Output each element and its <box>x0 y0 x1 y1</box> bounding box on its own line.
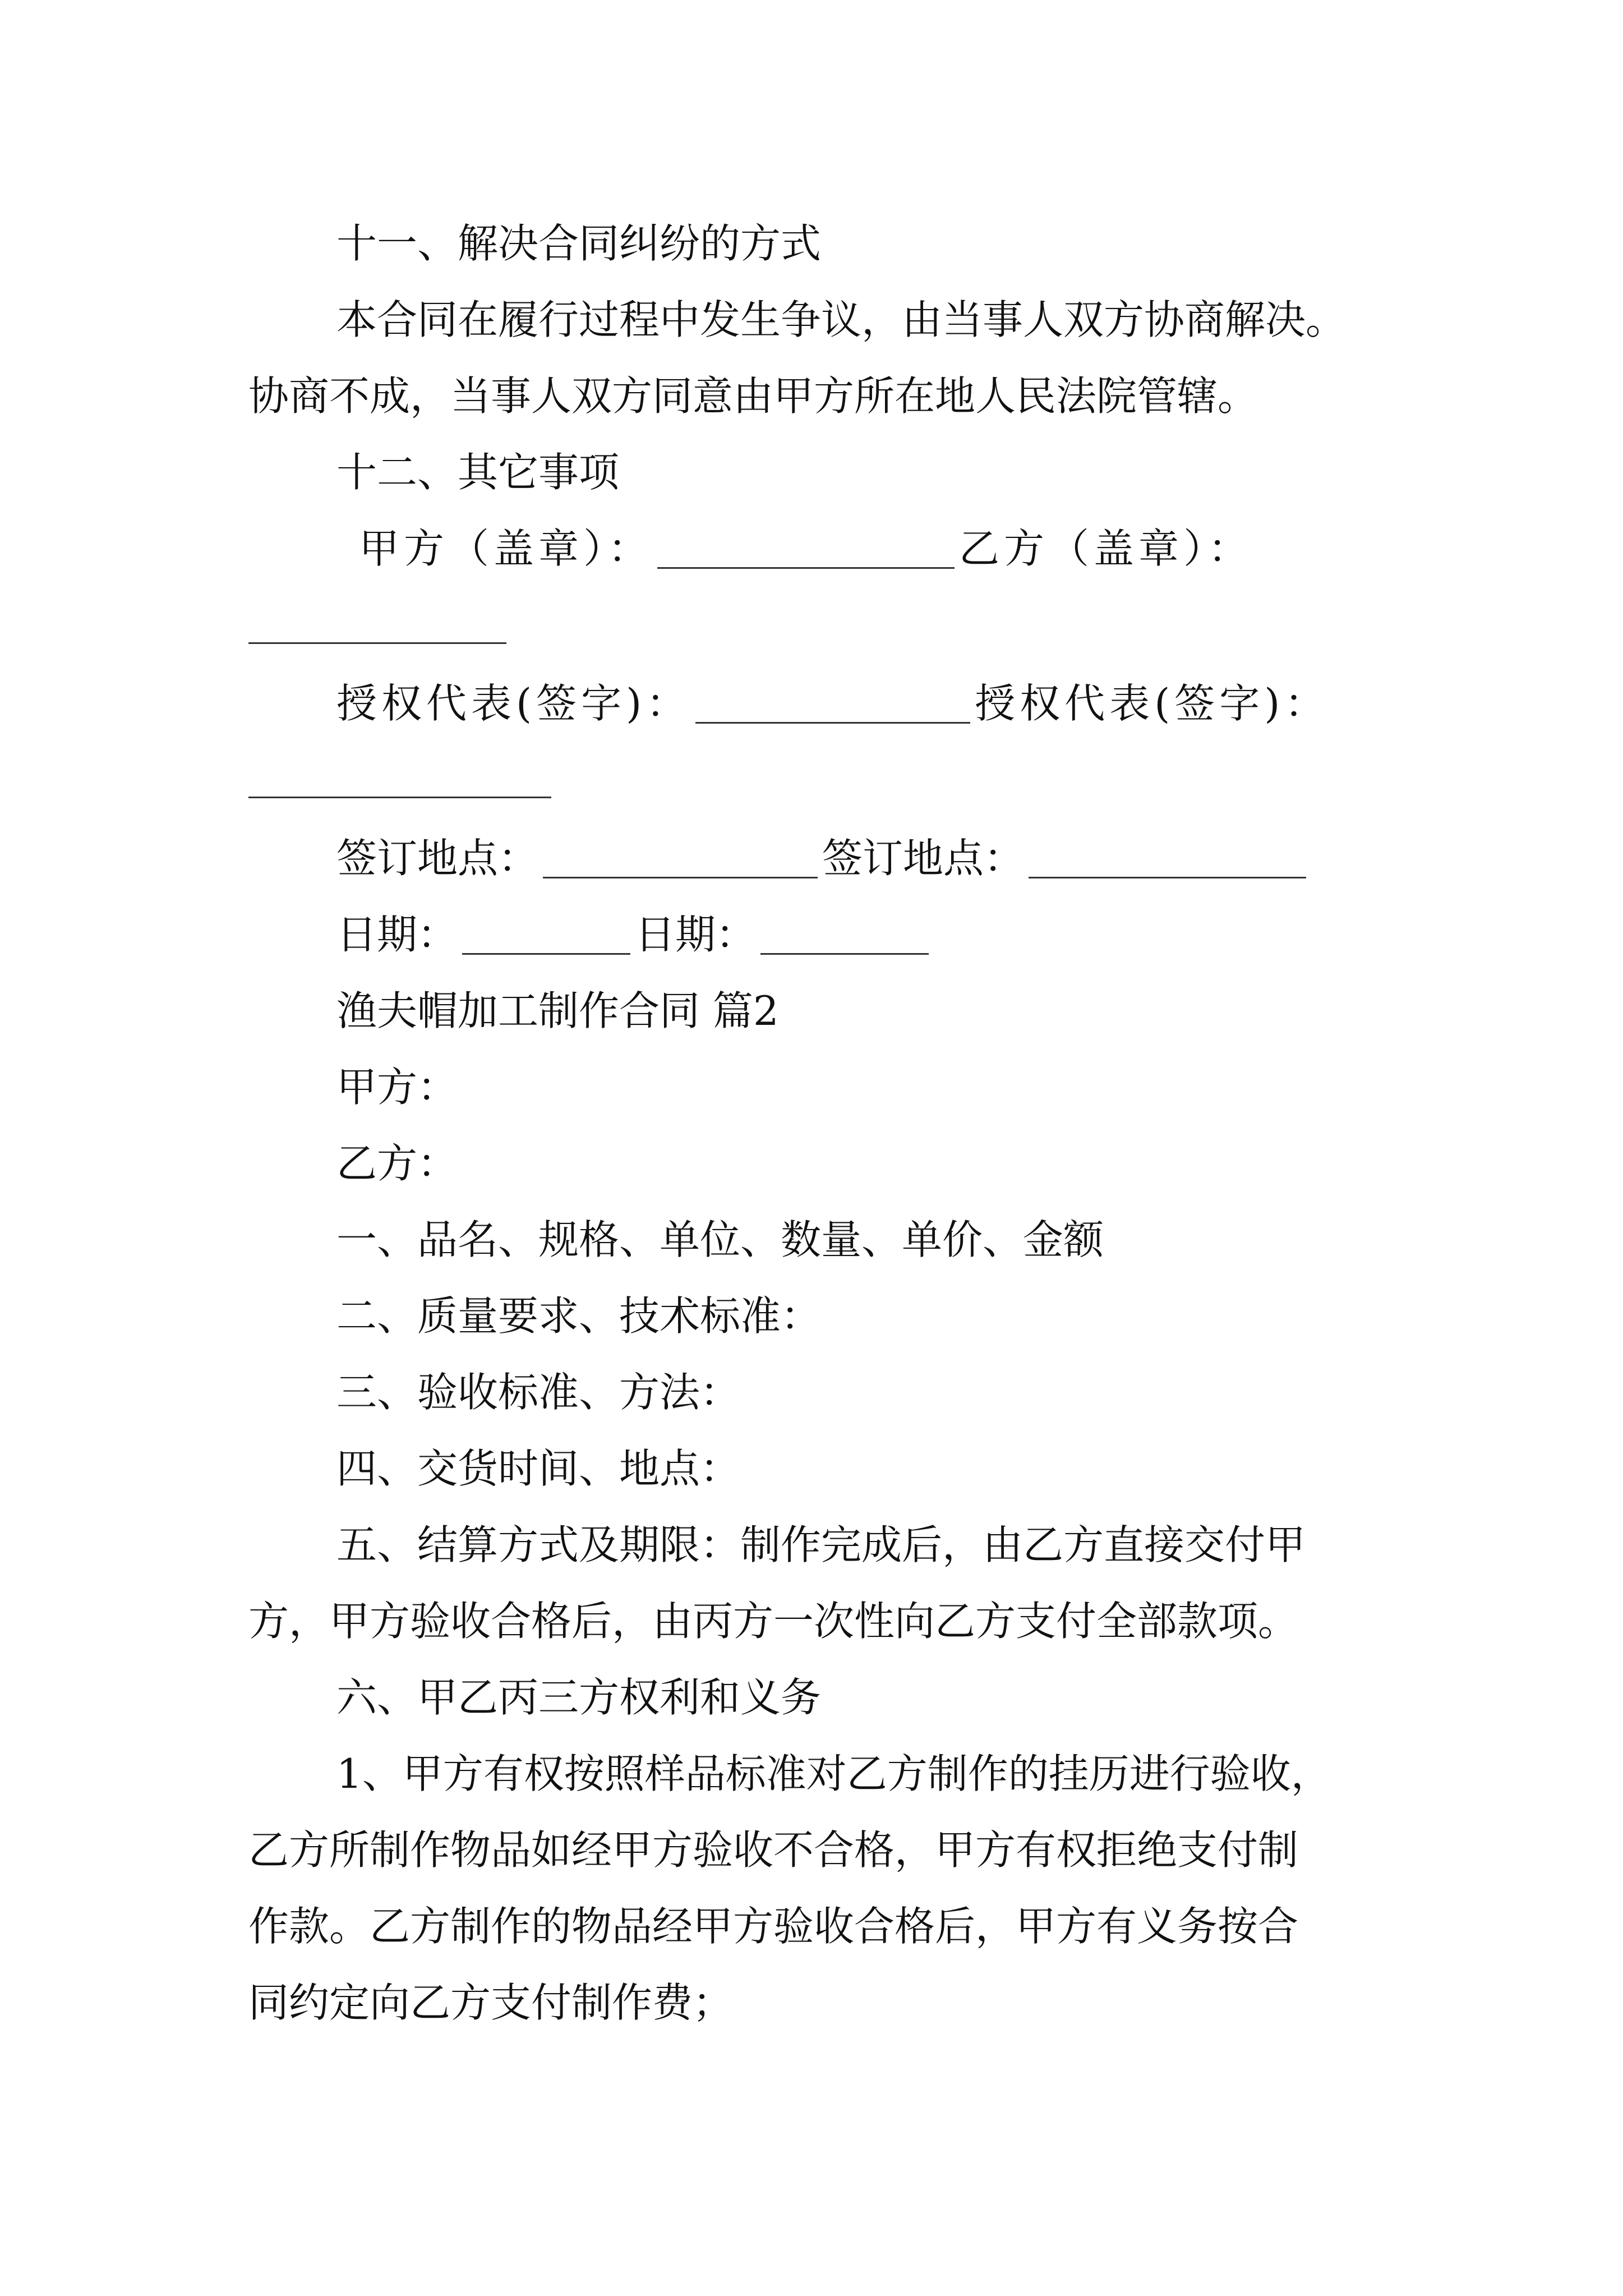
heading-other-matters: 十二、其它事项 <box>336 449 620 496</box>
rep-a-blank <box>695 685 970 724</box>
party-a-line: 甲方： <box>336 1064 458 1111</box>
clause-6-1-line-3: 作款。乙方制作的物品经甲方验收合格后，甲方有义务按合 <box>248 1903 1299 1950</box>
paragraph-dispute-line-2: 协商不成，当事人双方同意由甲方所在地人民法院管辖。 <box>248 372 1258 420</box>
representative-line <box>336 680 1330 727</box>
clause-5-settlement-line-2: 方，甲方验收合格后，由丙方一次性向乙方支付全部款项。 <box>248 1598 1299 1645</box>
clause-6-1-line-1: 1、甲方有权按照样品标准对乙方制作的挂历进行验收， <box>336 1750 1331 1797</box>
party-b-seal-label: 乙方（盖章）： <box>959 525 1253 572</box>
clause-1-product: 一、品名、规格、单位、数量、单价、金额 <box>336 1216 1104 1263</box>
party-b-line: 乙方： <box>336 1140 458 1187</box>
date-a-label: 日期： <box>336 911 458 958</box>
place-a-label: 签订地点： <box>336 835 539 882</box>
date-b-label: 日期： <box>635 911 757 958</box>
rep-b-label: 授权代表(签字)： <box>975 680 1330 727</box>
rep-b-blank <box>248 797 551 798</box>
date-line <box>336 911 933 958</box>
clause-3-acceptance: 三、验收标准、方法： <box>336 1369 741 1416</box>
clause-2-quality: 二、质量要求、技术标准： <box>336 1292 822 1340</box>
clause-6-1-line-4: 同约定向乙方支付制作费； <box>248 1979 734 2026</box>
clause-6-1-line-2: 乙方所制作物品如经甲方验收不合格，甲方有权拒绝支付制 <box>248 1826 1299 1874</box>
party-b-seal-blank <box>248 642 506 644</box>
place-b-blank <box>1029 840 1306 878</box>
place-a-blank <box>543 840 818 878</box>
heading-dispute-resolution: 十一、解决合同纠纷的方式 <box>336 220 822 267</box>
party-a-seal-label: 甲方（盖章）： <box>359 525 653 572</box>
rep-a-label: 授权代表(签字)： <box>336 680 691 727</box>
clause-5-settlement-line-1: 五、结算方式及期限：制作完成后，由乙方直接交付甲 <box>336 1521 1306 1568</box>
signing-place-line <box>336 835 1311 882</box>
clause-4-delivery: 四、交货时间、地点： <box>336 1445 741 1492</box>
date-a-blank <box>462 916 630 955</box>
party-seal-line <box>359 525 1253 572</box>
paragraph-dispute-line-1: 本合同在履行过程中发生争议，由当事人双方协商解决。 <box>336 296 1347 343</box>
section2-title: 渔夫帽加工制作合同 篇2 <box>336 987 779 1034</box>
date-b-blank <box>760 916 929 955</box>
place-b-label: 签订地点： <box>822 835 1025 882</box>
party-a-seal-blank <box>657 530 955 569</box>
clause-6-rights: 六、甲乙丙三方权利和义务 <box>336 1674 822 1721</box>
